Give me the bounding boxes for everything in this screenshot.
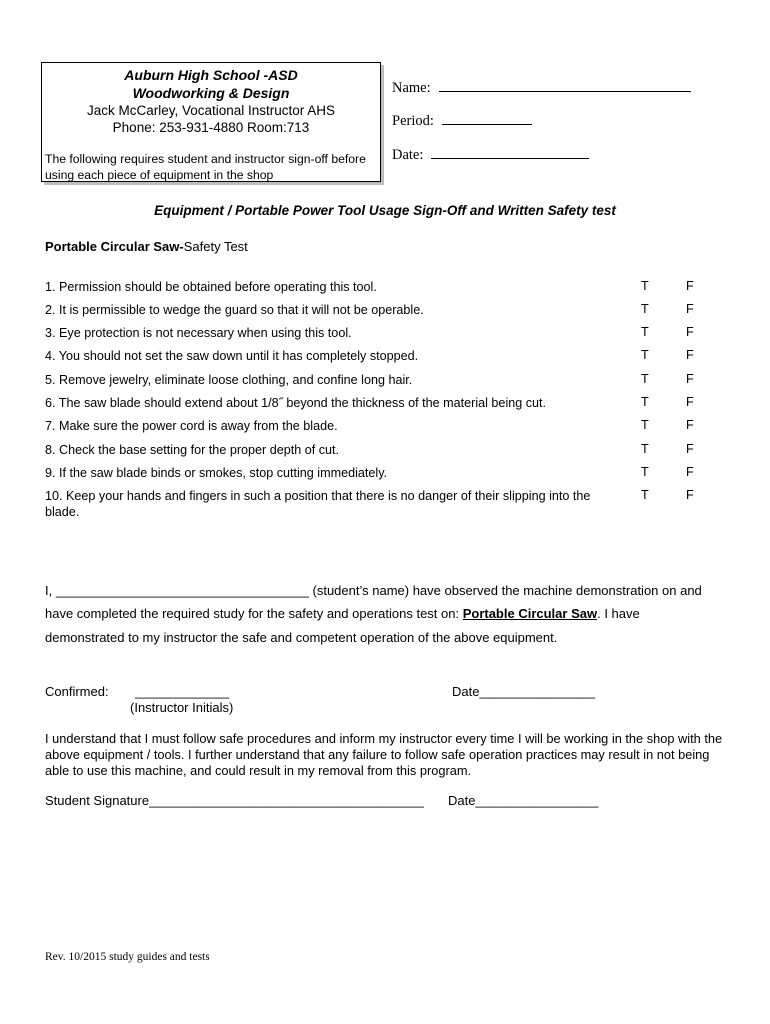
test-subtitle — [45, 239, 248, 254]
false-option[interactable]: F — [686, 395, 694, 409]
school-name: Auburn High School -ASD — [124, 67, 298, 83]
question: 6. The saw blade should extend about 1/8˝ beyond the thickness of the material being cut. — [45, 396, 547, 410]
true-option[interactable]: T — [641, 488, 649, 502]
question: 4. You should not set the saw down until it has completely stopped. — [45, 349, 419, 363]
true-option[interactable]: T — [641, 442, 649, 456]
true-option[interactable]: T — [641, 418, 649, 432]
statement-line-2-pre: have completed the required study for the safety and operations test on: — [45, 606, 463, 621]
statement-line-3: demonstrated to my instructor the safe and competent operation of the above equipment. — [45, 630, 558, 645]
question: 7. Make sure the power cord is away from the blade. — [45, 419, 338, 433]
header-box — [41, 62, 381, 182]
false-option[interactable]: F — [686, 488, 694, 502]
date-label: Date: — [392, 147, 424, 163]
true-option[interactable]: T — [641, 465, 649, 479]
statement-line-2-post: . I have — [597, 606, 640, 621]
question: 1. Permission should be obtained before operating this tool. — [45, 280, 377, 294]
false-option[interactable]: F — [686, 442, 694, 456]
instructor-name: Jack McCarley, Vocational Instructor AHS — [86, 103, 336, 118]
false-option[interactable]: F — [686, 418, 694, 432]
question: 2. It is permissible to wedge the guard so that it will not be operable. — [45, 303, 424, 317]
false-option[interactable]: F — [686, 348, 694, 362]
true-option[interactable]: T — [641, 395, 649, 409]
question: 10. Keep your hands and fingers in such a position that there is no danger of their slipping into the blade. — [45, 489, 591, 519]
period-line[interactable] — [442, 112, 532, 125]
student-signature-line[interactable]: Student Signature______________________________________ — [45, 793, 424, 808]
signature-date-line[interactable]: Date_________________ — [448, 793, 599, 808]
question: 8. Check the base setting for the proper depth of cut. — [45, 443, 340, 457]
false-option[interactable]: F — [686, 465, 694, 479]
question: 9. If the saw blade binds or smokes, stop cutting immediately. — [45, 466, 388, 480]
confirmed-label: Confirmed: — [45, 684, 109, 699]
question: 5. Remove jewelry, eliminate loose clothing, and confine long hair. — [45, 373, 413, 387]
false-option[interactable]: F — [686, 372, 694, 386]
false-option[interactable]: F — [686, 302, 694, 316]
false-option[interactable]: F — [686, 325, 694, 339]
true-option[interactable]: T — [641, 302, 649, 316]
true-option[interactable]: T — [641, 279, 649, 293]
subtitle-bold: Portable Circular Saw- — [45, 239, 184, 254]
date-line[interactable] — [431, 146, 589, 159]
statement-line-2 — [45, 606, 735, 621]
name-line[interactable] — [439, 79, 691, 92]
question: 3. Eye protection is not necessary when using this tool. — [45, 326, 352, 340]
phone-room: Phone: 253-931-4880 Room:713 — [112, 120, 310, 135]
instructor-initials-caption: (Instructor Initials) — [130, 700, 234, 715]
true-option[interactable]: T — [641, 372, 649, 386]
name-label: Name: — [392, 80, 431, 96]
name-field[interactable] — [392, 79, 691, 97]
subtitle-rest: Safety Test — [183, 239, 248, 254]
date-field[interactable] — [392, 146, 589, 164]
period-label: Period: — [392, 113, 434, 129]
page-title: Equipment / Portable Power Tool Usage Sign-Off and Written Safety test — [154, 203, 616, 218]
false-option[interactable]: F — [686, 279, 694, 293]
statement-line-1: I, ___________________________________ (student’s name) have observed the machine demonstration on and — [45, 583, 702, 598]
understanding-statement: I understand that I must follow safe procedures and inform my instructor every time I will be working in the shop with the above equipment / tools. I further understand that any failure to follow safe operation practices may result in not being able to use this machine, and could result in my removal from this program. — [45, 731, 723, 778]
revision-footer: Rev. 10/2015 study guides and tests — [45, 951, 210, 963]
signoff-note: The following requires student and instructor sign-off before using each piece of equipment in the shop — [45, 152, 366, 182]
period-field[interactable] — [392, 112, 532, 130]
true-option[interactable]: T — [641, 325, 649, 339]
tool-name: Portable Circular Saw — [462, 606, 598, 621]
department-name: Woodworking & Design — [132, 85, 290, 101]
instructor-initials-line[interactable]: _____________ — [135, 684, 229, 699]
confirm-date-line[interactable]: Date________________ — [452, 684, 596, 699]
true-option[interactable]: T — [641, 348, 649, 362]
